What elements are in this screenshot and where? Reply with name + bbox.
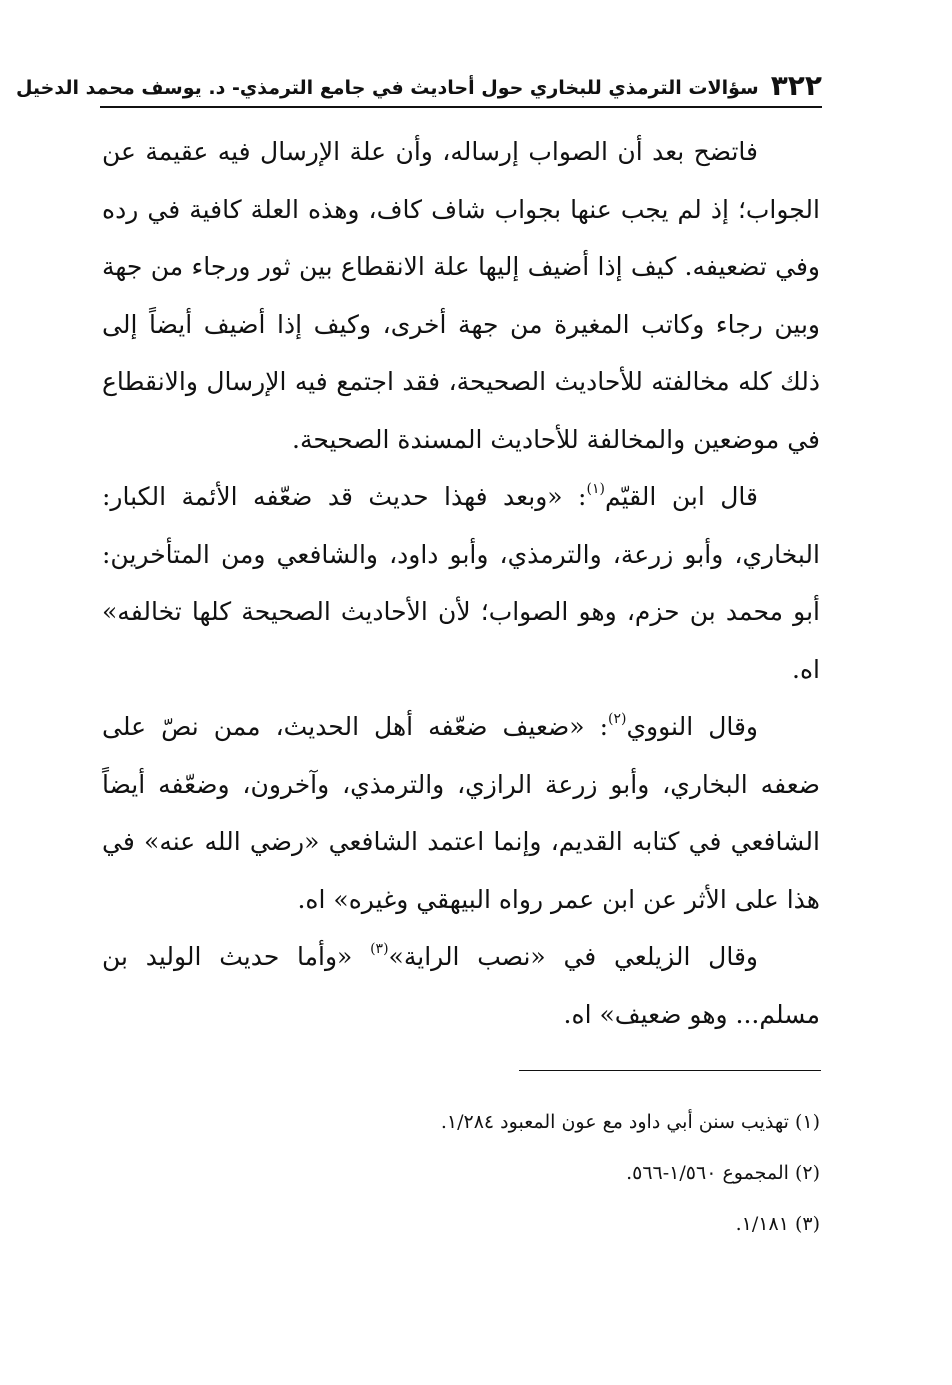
footnote-ref-3[interactable]: (٣) [370,941,389,957]
page-number: ٣٢٢ [770,69,822,102]
paragraph-4-quote: «وأما حديث الوليد بن مسلم... وهو ضعيف» اه. [102,942,820,1029]
paragraph-2-intro: قال ابن القيّم [604,482,759,511]
paragraph-3-quote: : «ضعيف ضعّفه أهل الحديث، ممن نصّ على ضعفه البخاري، وأبو زرعة الرازي، والترمذي، وآخرون، وضعّفه أيضاً الشافعي في كتابه القديم، وإنما اعتمد الشافعي «رضي الله عنه» في هذا على الأثر عن ابن عمر رواه البيهقي وغيره» اه. [102,712,820,914]
footnotes [102,1097,820,1250]
footnote-ref-1[interactable]: (١) [586,481,605,497]
paragraph-2-quote: : «وبعد فهذا حديث قد ضعّفه الأئمة الكبار: البخاري، وأبو زرعة، والترمذي، وأبو داود، والشافعي ومن المتأخرين: أبو محمد بن حزم، وهو الصواب؛ لأن الأحاديث الصحيحة كلها تخالفه» اه. [102,482,820,684]
paragraph-1: فاتضح بعد أن الصواب إرساله، وأن علة الإرسال فيه عقيمة عن الجواب؛ إذ لم يجب عنها بجواب شاف كاف، وهذه العلة كافية في رده وفي تضعيفه. كيف إذا أضيف إليها علة الانقطاع بين ثور ورجاء من جهة وبين رجاء وكاتب المغيرة من جهة أخرى، وكيف إذا أضيف أيضاً إلى ذلك كله مخالفته للأحاديث الصحيحة، فقد اجتمع فيه الإرسال والانقطاع في موضعين والمخالفة للأحاديث المسندة الصحيحة. [102,137,820,454]
paragraph-4 [102,928,820,1043]
footnote-1: (١) تهذيب سنن أبي داود مع عون المعبود ١/٢٨٤. [440,1111,820,1133]
paragraph-2 [102,468,820,698]
footnote-2: (٢) المجموع ١/٥٦٠-٥٦٦. [626,1162,820,1184]
footnote-3: (٣) ١/١٨١. [735,1213,820,1235]
footnote-ref-2[interactable]: (٢) [608,711,627,727]
main-text [102,123,820,1043]
footnote-separator [519,1070,821,1071]
header-title: سؤالات الترمذي للبخاري حول أحاديث في جامع الترمذي- د. يوسف محمد الدخيل [15,77,759,99]
paragraph-4-intro: وقال الزيلعي في «نصب الراية» [388,942,758,971]
running-header [15,60,822,108]
paragraph-3-intro: وقال النووي [626,712,758,741]
paragraph-3 [102,698,820,928]
